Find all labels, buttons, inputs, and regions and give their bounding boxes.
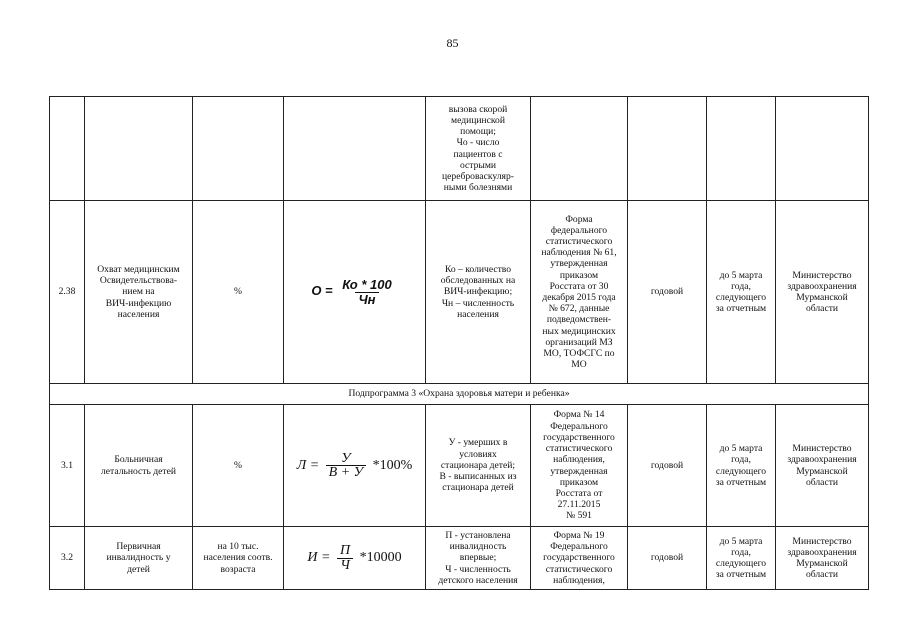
- cell-deadline: до 5 марта года, следующего за отчетным: [707, 201, 776, 384]
- cell-period: годовой: [628, 527, 707, 590]
- cell-source: Форма № 14 Федерального государственного статистического наблюдения, утвержденная приказом Росстата от 27.11.2015 № 591: [531, 405, 628, 527]
- formula-3-2: [307, 543, 402, 573]
- cell-period: годовой: [628, 405, 707, 527]
- cell-name: Больничная летальность детей: [85, 405, 193, 527]
- cell-description: П - установлена инвалидность впервые; Ч - численность детского населения: [426, 527, 531, 590]
- cell-name: Охват медицинским Освидетельствова- нием на ВИЧ-инфекцию населения: [85, 201, 193, 384]
- cell-formula: [284, 97, 426, 201]
- cell-description: вызова скорой медицинской помощи; Чо - число пациентов с острыми цереброваскуляр- ными болезнями: [426, 97, 531, 201]
- table-row-2-38: [50, 201, 869, 384]
- formula-2-38: [311, 277, 397, 307]
- cell-unit: %: [193, 405, 284, 527]
- formula-3-1: [296, 450, 413, 480]
- formula-lhs: Л =: [296, 457, 320, 473]
- cell-name: Первичная инвалидность у детей: [85, 527, 193, 590]
- cell-unit: [193, 97, 284, 201]
- formula-multiplier: *10000: [359, 550, 402, 566]
- cell-period: [628, 97, 707, 201]
- table-row-3-1: [50, 405, 869, 527]
- cell-unit: на 10 тыс. населения соотв. возраста: [193, 527, 284, 590]
- table-row-3-2: [50, 527, 869, 590]
- cell-description: У - умерших в условиях стационара детей; В - выписанных из стационара детей: [426, 405, 531, 527]
- cell-source: Форма № 19 Федерального государственного статистического наблюдения,: [531, 527, 628, 590]
- cell-deadline: [707, 97, 776, 201]
- cell-deadline: до 5 марта года, следующего за отчетным: [707, 527, 776, 590]
- cell-responsible: Министерство здравоохранения Мурманской области: [776, 527, 869, 590]
- formula-numerator: У: [341, 450, 351, 466]
- formula-lhs: И =: [307, 550, 331, 566]
- cell-num: 3.2: [50, 527, 85, 590]
- formula-lhs: О =: [311, 283, 333, 299]
- cell-num: 2.38: [50, 201, 85, 384]
- formula-multiplier: *100%: [372, 457, 413, 473]
- formula-numerator: Ко * 100: [342, 277, 392, 293]
- formula-fraction: [337, 543, 353, 573]
- subprogram-row: [50, 384, 869, 405]
- formula-fraction: [339, 277, 394, 307]
- cell-num: 3.1: [50, 405, 85, 527]
- page-number: 85: [446, 36, 459, 50]
- cell-period: годовой: [628, 201, 707, 384]
- cell-formula: [284, 405, 426, 527]
- cell-unit: %: [193, 201, 284, 384]
- cell-responsible: Министерство здравоохранения Мурманской области: [776, 405, 869, 527]
- formula-denominator: Ч: [337, 558, 353, 571]
- indicators-table: [49, 96, 869, 590]
- cell-description: Ко – количество обследованных на ВИЧ-инфекцию; Чн – численность населения: [426, 201, 531, 384]
- table-row-continuation: [50, 97, 869, 201]
- cell-responsible: [776, 97, 869, 201]
- cell-formula: [284, 527, 426, 590]
- formula-fraction: [326, 450, 366, 480]
- cell-responsible: Министерство здравоохранения Мурманской области: [776, 201, 869, 384]
- cell-source: [531, 97, 628, 201]
- subprogram-title: Подпрограмма 3 «Охрана здоровья матери и ребенка»: [50, 384, 869, 405]
- cell-source: Форма федерального статистического наблюдения № 61, утвержденная приказом Росстата от 30 декабря 2015 года № 672, данные подведомствен- ных медицинских организаций МЗ МО, ТОФСГС по МО: [531, 201, 628, 384]
- cell-num: [50, 97, 85, 201]
- cell-name: [85, 97, 193, 201]
- formula-denominator: В + У: [326, 465, 366, 478]
- formula-denominator: Чн: [355, 292, 378, 305]
- cell-deadline: до 5 марта года, следующего за отчетным: [707, 405, 776, 527]
- cell-formula: [284, 201, 426, 384]
- formula-numerator: П: [339, 543, 351, 559]
